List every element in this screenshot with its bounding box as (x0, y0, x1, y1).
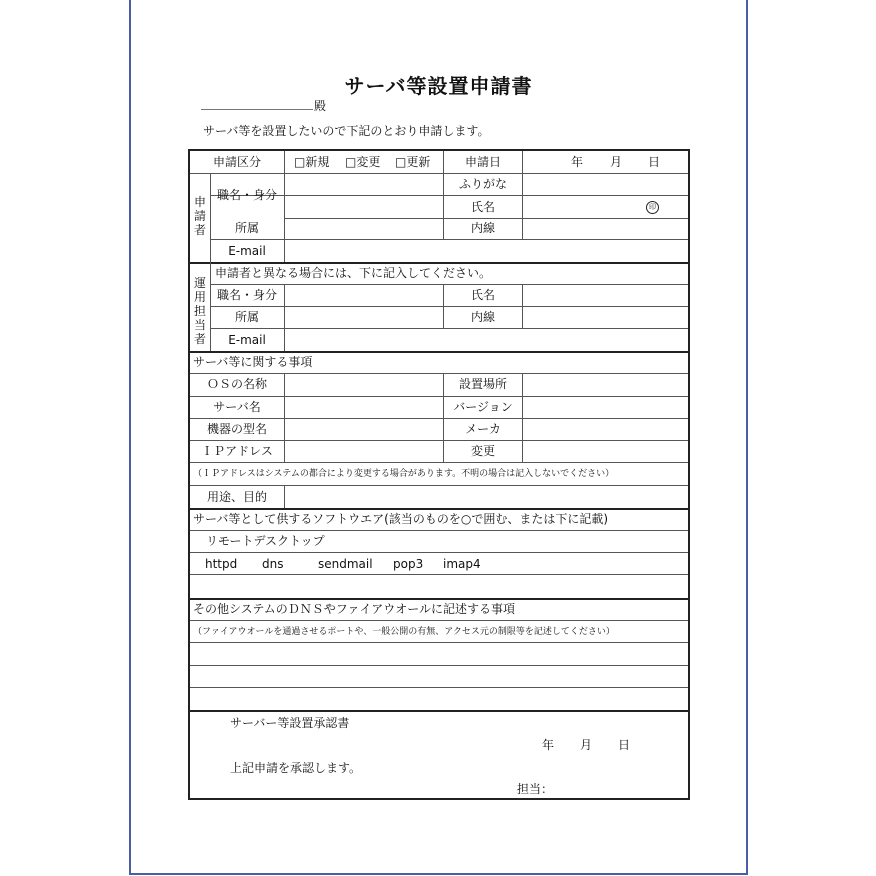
approval-title: サーバー等設置承認書 (230, 716, 350, 730)
maker-label: メーカ (465, 422, 501, 436)
document-page (129, 0, 748, 875)
option-change-checkbox[interactable]: □変更 (345, 155, 381, 169)
approval-month-label: 月 (580, 738, 593, 752)
software-dns[interactable]: dns (262, 557, 284, 571)
software-httpd[interactable]: httpd (205, 557, 238, 571)
remote-desktop-option[interactable]: リモートデスクトップ (206, 534, 325, 548)
operator-email-label: E-mail (228, 333, 266, 347)
software-section-title: サーバ等として供するソフトウエア(該当のものを○で囲む、または下に記載) (193, 512, 608, 526)
application-type-label: 申請区分 (212, 155, 262, 169)
applicant-dept-label: 所属 (234, 221, 260, 235)
operator-dept-label: 所属 (234, 310, 260, 324)
seal-mark-icon: 印 (646, 201, 659, 214)
option-new-checkbox[interactable]: □新規 (294, 155, 330, 169)
approval-person-label: 担当： (517, 782, 554, 796)
dns-note: （ファイアウオールを通過させるポートや、一般公開の有無、アクセス元の制限等を記述してください） (193, 627, 615, 637)
applicant-side-label: 申請者 (193, 195, 206, 237)
operator-title-label: 職名・身分 (216, 288, 278, 302)
operator-note: 申請者と異なる場合には、下に記入してください。 (215, 266, 492, 280)
purpose-label: 用途、目的 (206, 490, 268, 504)
approval-year-label: 年 (542, 738, 555, 752)
model-label: 機器の型名 (206, 422, 268, 436)
dns-section-title: その他システムのＤＮＳやファイアウオールに記述する事項 (193, 602, 515, 616)
location-label: 設置場所 (458, 377, 508, 391)
application-date-label: 申請日 (464, 155, 502, 169)
software-pop3[interactable]: pop3 (393, 557, 424, 571)
operator-ext-label: 内線 (470, 310, 496, 324)
operator-side-label: 運用担当者 (193, 276, 206, 346)
addressee-suffix: 殿 (314, 99, 327, 113)
applicant-ext-label: 内線 (470, 221, 496, 235)
ip-change-label: 変更 (470, 444, 496, 458)
os-name-label: ＯＳの名称 (206, 377, 268, 391)
date-year-label: 年 (571, 155, 584, 169)
applicant-title-label: 職名・身分 (216, 188, 278, 202)
software-sendmail[interactable]: sendmail (318, 557, 373, 571)
software-imap4[interactable]: imap4 (443, 557, 481, 571)
ip-address-label: ＩＰアドレス (201, 444, 273, 458)
approval-day-label: 日 (618, 738, 631, 752)
date-day-label: 日 (648, 155, 661, 169)
version-label: バージョン (453, 400, 513, 414)
server-section-title: サーバ等に関する事項 (193, 355, 313, 369)
operator-name-label: 氏名 (470, 288, 496, 302)
ip-note: （ＩＰアドレスはシステムの都合により変更する場合があります。不明の場合は記入しないでください） (193, 469, 615, 479)
approval-text: 上記申請を承認します。 (230, 761, 362, 775)
intro-text: サーバ等を設置したいので下記のとおり申請します。 (203, 124, 490, 138)
document-title: サーバ等設置申請書 (344, 74, 533, 98)
applicant-name-label: 氏名 (470, 200, 496, 214)
addressee-line[interactable] (201, 109, 313, 110)
applicant-email-label: E-mail (228, 244, 266, 258)
application-form (188, 149, 690, 800)
applicant-furigana-label: ふりがな (458, 177, 508, 191)
option-renew-checkbox[interactable]: □更新 (395, 155, 431, 169)
server-name-label: サーバ名 (213, 400, 261, 414)
date-month-label: 月 (610, 155, 623, 169)
